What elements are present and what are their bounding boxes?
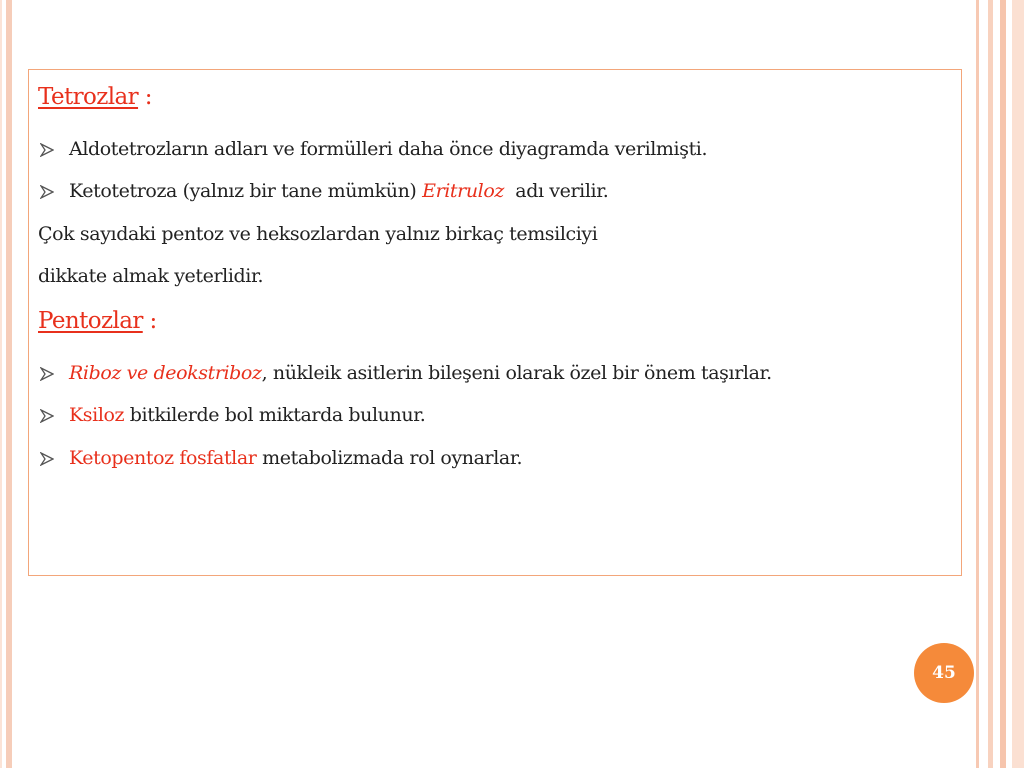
page-number-badge: 45 [914,643,974,703]
deokstriboz-term: deokstriboz [153,362,262,384]
arrowhead-bullet-icon [40,185,54,199]
tetro-bullet-2: Ketotetroza (yalnız bir tane mümkün) Eritruloz adı verilir. [69,180,609,202]
pento-bullet-2: Ksiloz bitkilerde bol miktarda bulunur. [69,404,426,426]
right-decor-stripes [976,0,1024,768]
arrowhead-bullet-icon [40,367,54,381]
heading-tetrozlar: Tetrozlar : [38,84,152,110]
pento-bullet-1: Riboz ve deokstriboz, nükleik asitlerin bileşeni olarak özel bir önem taşırlar. [69,362,772,384]
pento-bullet-3: Ketopentoz fosfatlar metabolizmada rol oynarlar. [69,447,523,469]
tetro-bullet-1: Aldotetrozların adları ve formülleri daha önce diyagramda verilmişti. [69,138,708,160]
riboz-term: Riboz [69,362,121,384]
ksiloz-term: Ksiloz [69,404,125,426]
arrowhead-bullet-icon [40,452,54,466]
left-decor-border [6,0,12,768]
arrowhead-bullet-icon [40,143,54,157]
ketopentoz-term: Ketopentoz fosfatlar [69,447,257,469]
paragraph-line-2: dikkate almak yeterlidir. [38,265,264,287]
left-decor-line [0,0,2,768]
arrowhead-bullet-icon [40,409,54,423]
paragraph-line-1: Çok sayıdaki pentoz ve heksozlardan yalnız birkaç temsilciyi [38,223,598,245]
eritruloz-term: Eritruloz [422,180,505,202]
heading-pentozlar: Pentozlar : [38,308,157,334]
